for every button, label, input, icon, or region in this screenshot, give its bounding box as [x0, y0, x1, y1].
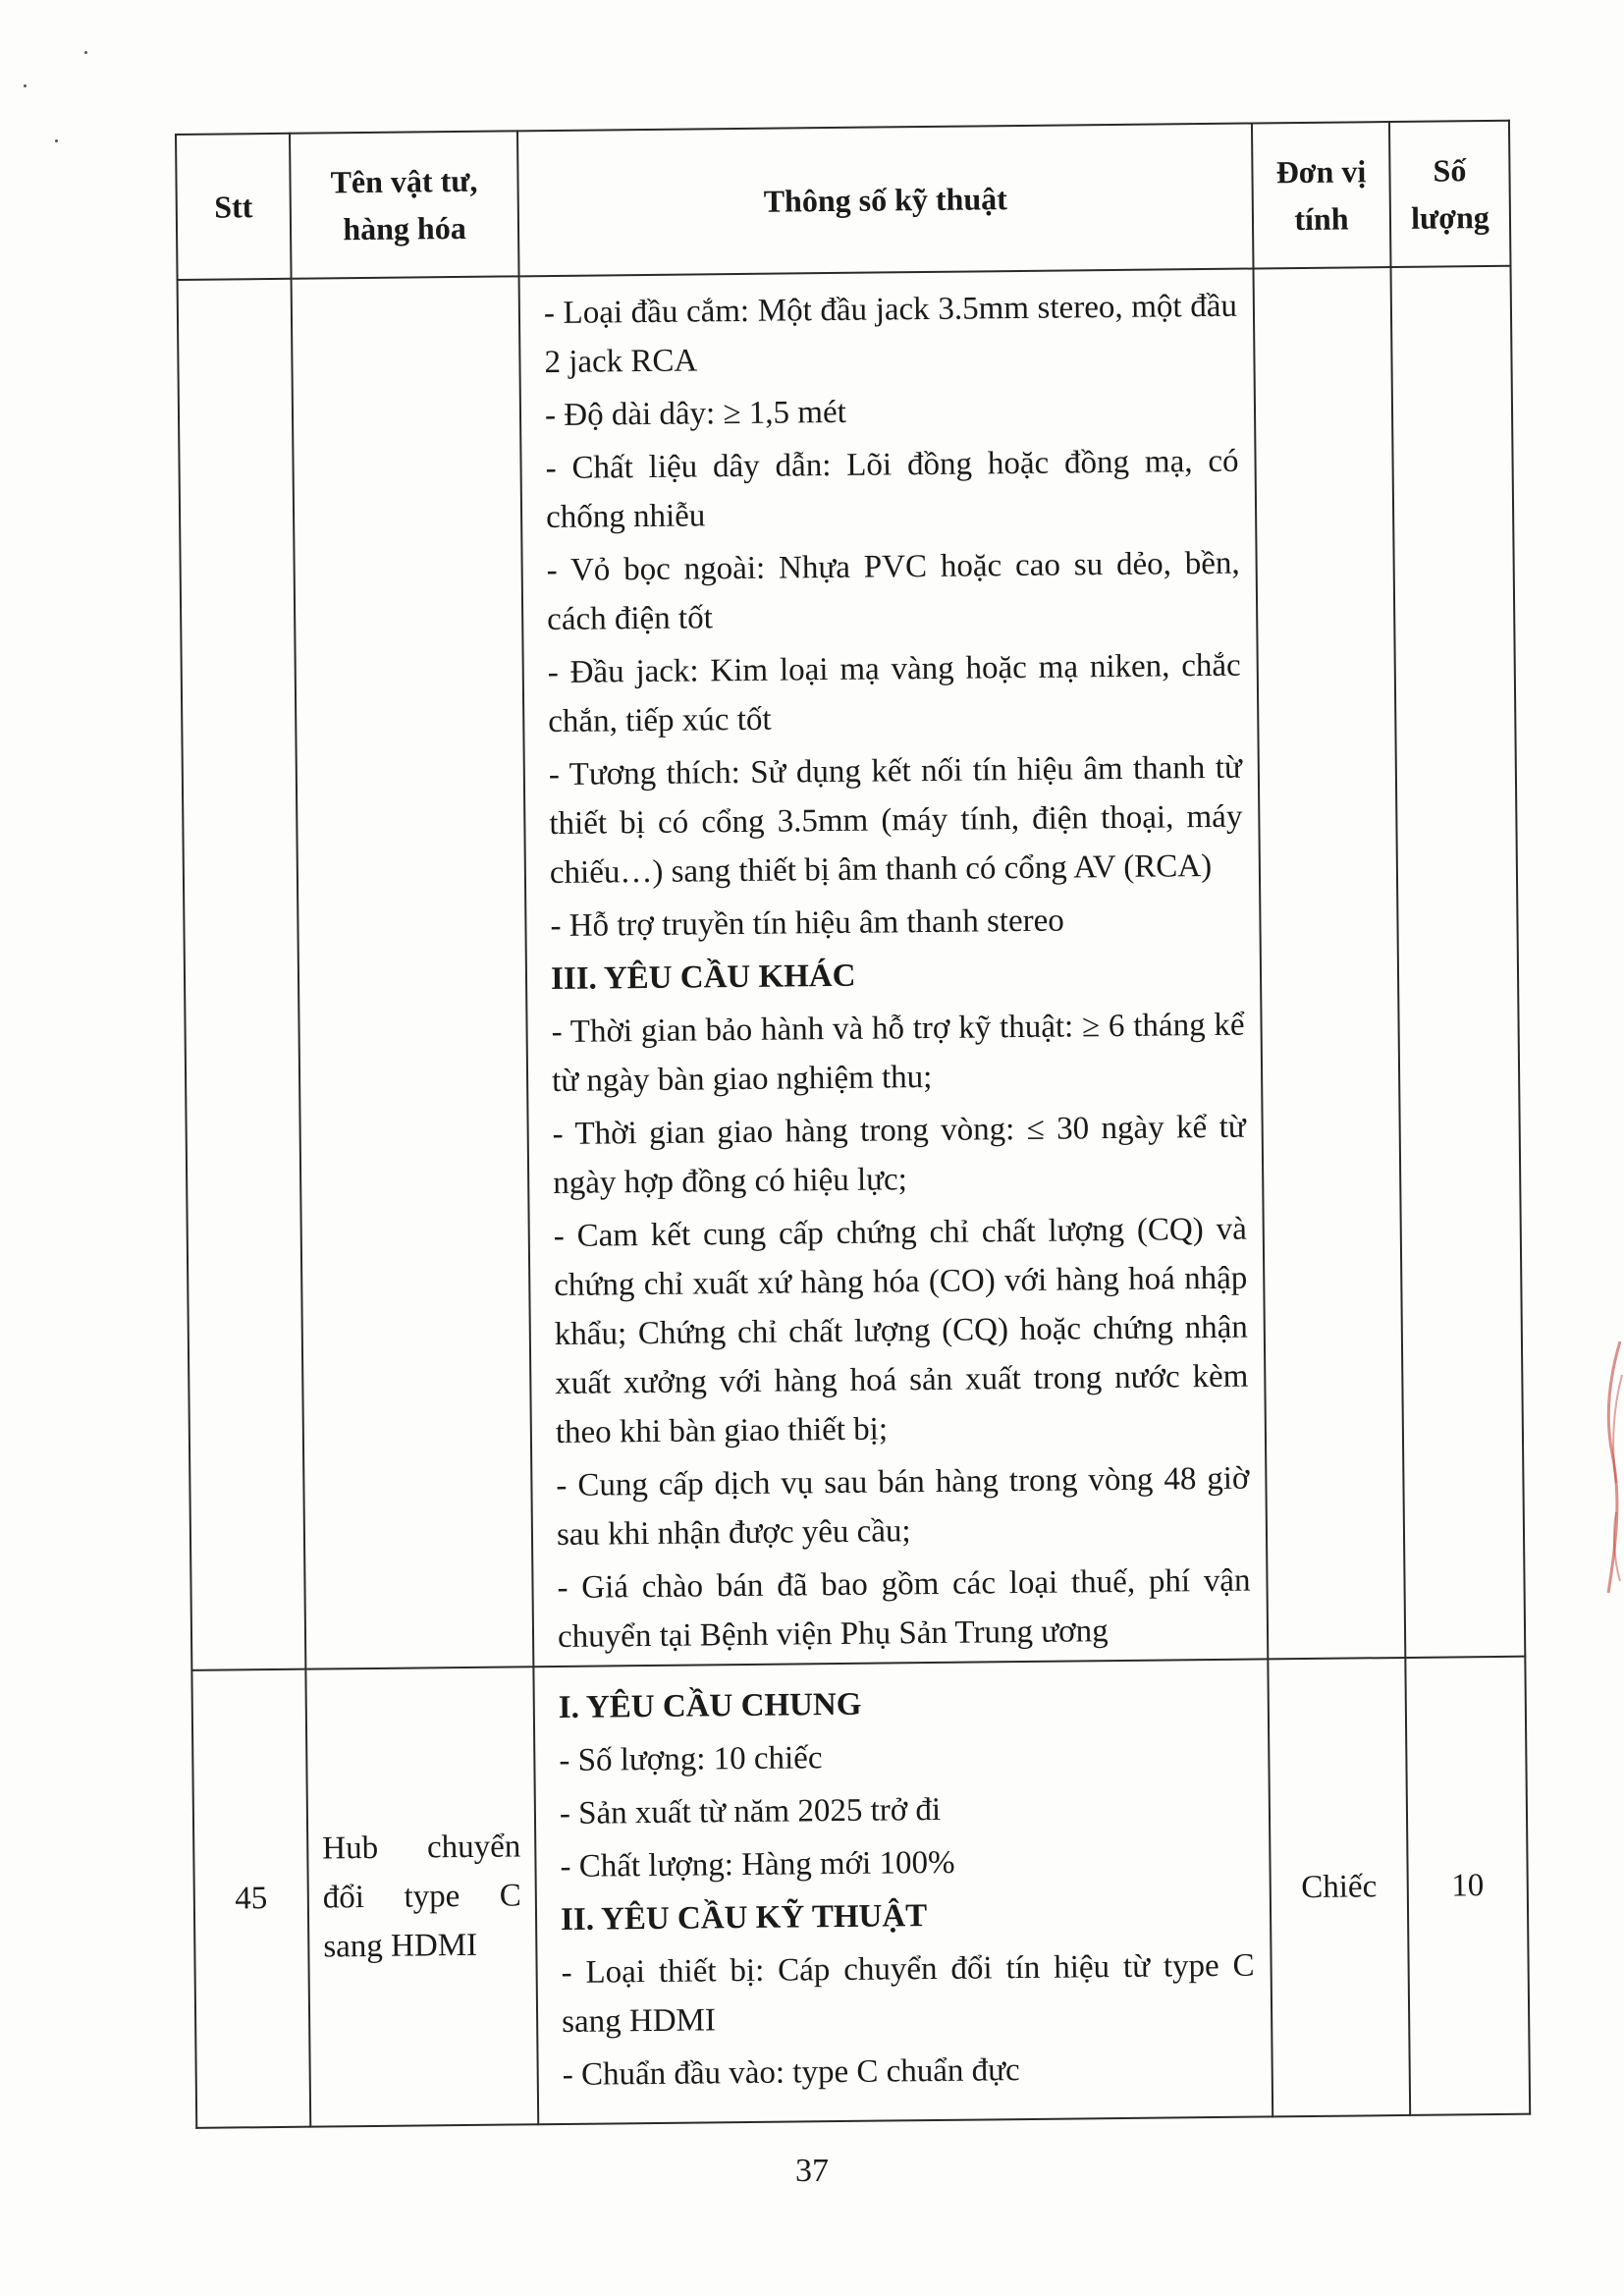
row-stt-cell: [178, 279, 306, 1670]
spec-line: - Vỏ bọc ngoài: Nhựa PVC hoặc cao su dẻo, bền, cách điện tốt: [546, 545, 1240, 638]
spec-line: - Thời gian giao hàng trong vòng: ≤ 30 ngày kể từ ngày hợp đồng có hiệu lực;: [552, 1109, 1246, 1202]
header-specification-label: Thông số kỹ thuật: [763, 181, 1007, 219]
table-row: [191, 1657, 1530, 2128]
table-header-row: [176, 121, 1510, 280]
red-stamp-edge: [1598, 1336, 1624, 1601]
row-name-cell: Hub chuyển đổi type C sang HDMI: [305, 1667, 538, 2126]
header-quantity-line2: lượng: [1410, 198, 1489, 236]
header-quantity: [1389, 121, 1511, 267]
spec-line: - Độ dài dây: ≥ 1,5 mét: [544, 394, 846, 434]
section-heading: III. YÊU CẦU KHÁC: [550, 957, 856, 998]
spec-line: - Chất liệu dây dẫn: Lõi đồng hoặc đồng mạ, có chống nhiễu: [545, 443, 1239, 536]
spec-line: - Đầu jack: Kim loại mạ vàng hoặc mạ niken, chắc chắn, tiếp xúc tốt: [547, 647, 1241, 740]
header-item-name: [290, 131, 519, 278]
spec-line: - Thời gian bảo hành và hỗ trợ kỹ thuật: ≥ 6 tháng kể từ ngày bàn giao nghiệm thu;: [551, 1007, 1245, 1100]
row-spec-cell: [519, 269, 1269, 1667]
spec-line: - Tương thích: Sử dụng kết nối tín hiệu âm thanh từ thiết bị có cổng 3.5mm (máy tính, điện thoại, máy chiếu…) sang thiết bị âm thanh có cổng AV (RCA): [548, 749, 1243, 892]
row-unit-cell: Chiếc: [1268, 1658, 1410, 2116]
row-qty-cell: 10: [1405, 1657, 1530, 2115]
spec-line: - Cung cấp dịch vụ sau bán hàng trong vòng 48 giờ sau khi nhận được yêu cầu;: [556, 1460, 1250, 1554]
header-item-name-line1: Tên vật tư,: [330, 162, 478, 200]
header-stt-label: Stt: [214, 189, 253, 225]
spec-line: - Loại đầu cắm: Một đầu jack 3.5mm stereo, một đầu 2 jack RCA: [543, 288, 1238, 381]
spec-line: - Loại thiết bị: Cáp chuyển đổi tín hiệu từ type C sang HDMI: [561, 1947, 1255, 2040]
scan-speck: [24, 84, 27, 87]
spec-line: - Hỗ trợ truyền tín hiệu âm thanh stereo: [550, 902, 1064, 945]
row-spec-cell: [533, 1659, 1272, 2124]
spec-line: - Cam kết cung cấp chứng chỉ chất lượng (CQ) và chứng chỉ xuất xứ hàng hóa (CO) với hàng hoá nhập khẩu; Chứng chỉ chất lượng (CQ) hoặc chứng nhận xuất xưởng với hàng hoá sản xuất trong nước kèm theo khi bàn giao thiết bị;: [553, 1211, 1249, 1451]
header-unit: [1252, 122, 1391, 268]
header-unit-line1: Đơn vị: [1275, 153, 1367, 191]
spec-line: - Số lượng: 10 chiếc: [559, 1740, 823, 1778]
table-row: [178, 266, 1526, 1670]
spec-line: - Giá chào bán đã bao gồm các loại thuế, phí vận chuyển tại Bệnh viện Phụ Sản Trung ương: [557, 1562, 1251, 1655]
scan-speck: [55, 139, 58, 142]
row-qty-cell: [1390, 266, 1525, 1658]
header-specification: [517, 124, 1254, 277]
page-number: 37: [795, 2153, 829, 2189]
row-stt-cell: 45: [191, 1669, 310, 2128]
spec-table-wrapper: [175, 120, 1529, 2129]
spec-line: - Sản xuất từ năm 2025 trở đi: [559, 1791, 942, 1831]
spec-line: - Chuẩn đầu vào: type C chuẩn đực: [562, 2052, 1020, 2093]
row-name-cell: [292, 276, 534, 1668]
spec-line: - Chất lượng: Hàng mới 100%: [560, 1844, 955, 1885]
row-unit-cell: [1254, 267, 1406, 1659]
scan-speck: [84, 51, 87, 54]
header-item-name-line2: hàng hóa: [343, 209, 466, 247]
header-unit-line2: tính: [1294, 200, 1349, 238]
section-heading: I. YÊU CẦU CHUNG: [558, 1686, 862, 1725]
header-stt: [176, 134, 292, 280]
section-heading: II. YÊU CẦU KỸ THUẬT: [560, 1898, 928, 1938]
spec-table: [175, 120, 1531, 2129]
header-quantity-line1: Số: [1433, 152, 1467, 189]
